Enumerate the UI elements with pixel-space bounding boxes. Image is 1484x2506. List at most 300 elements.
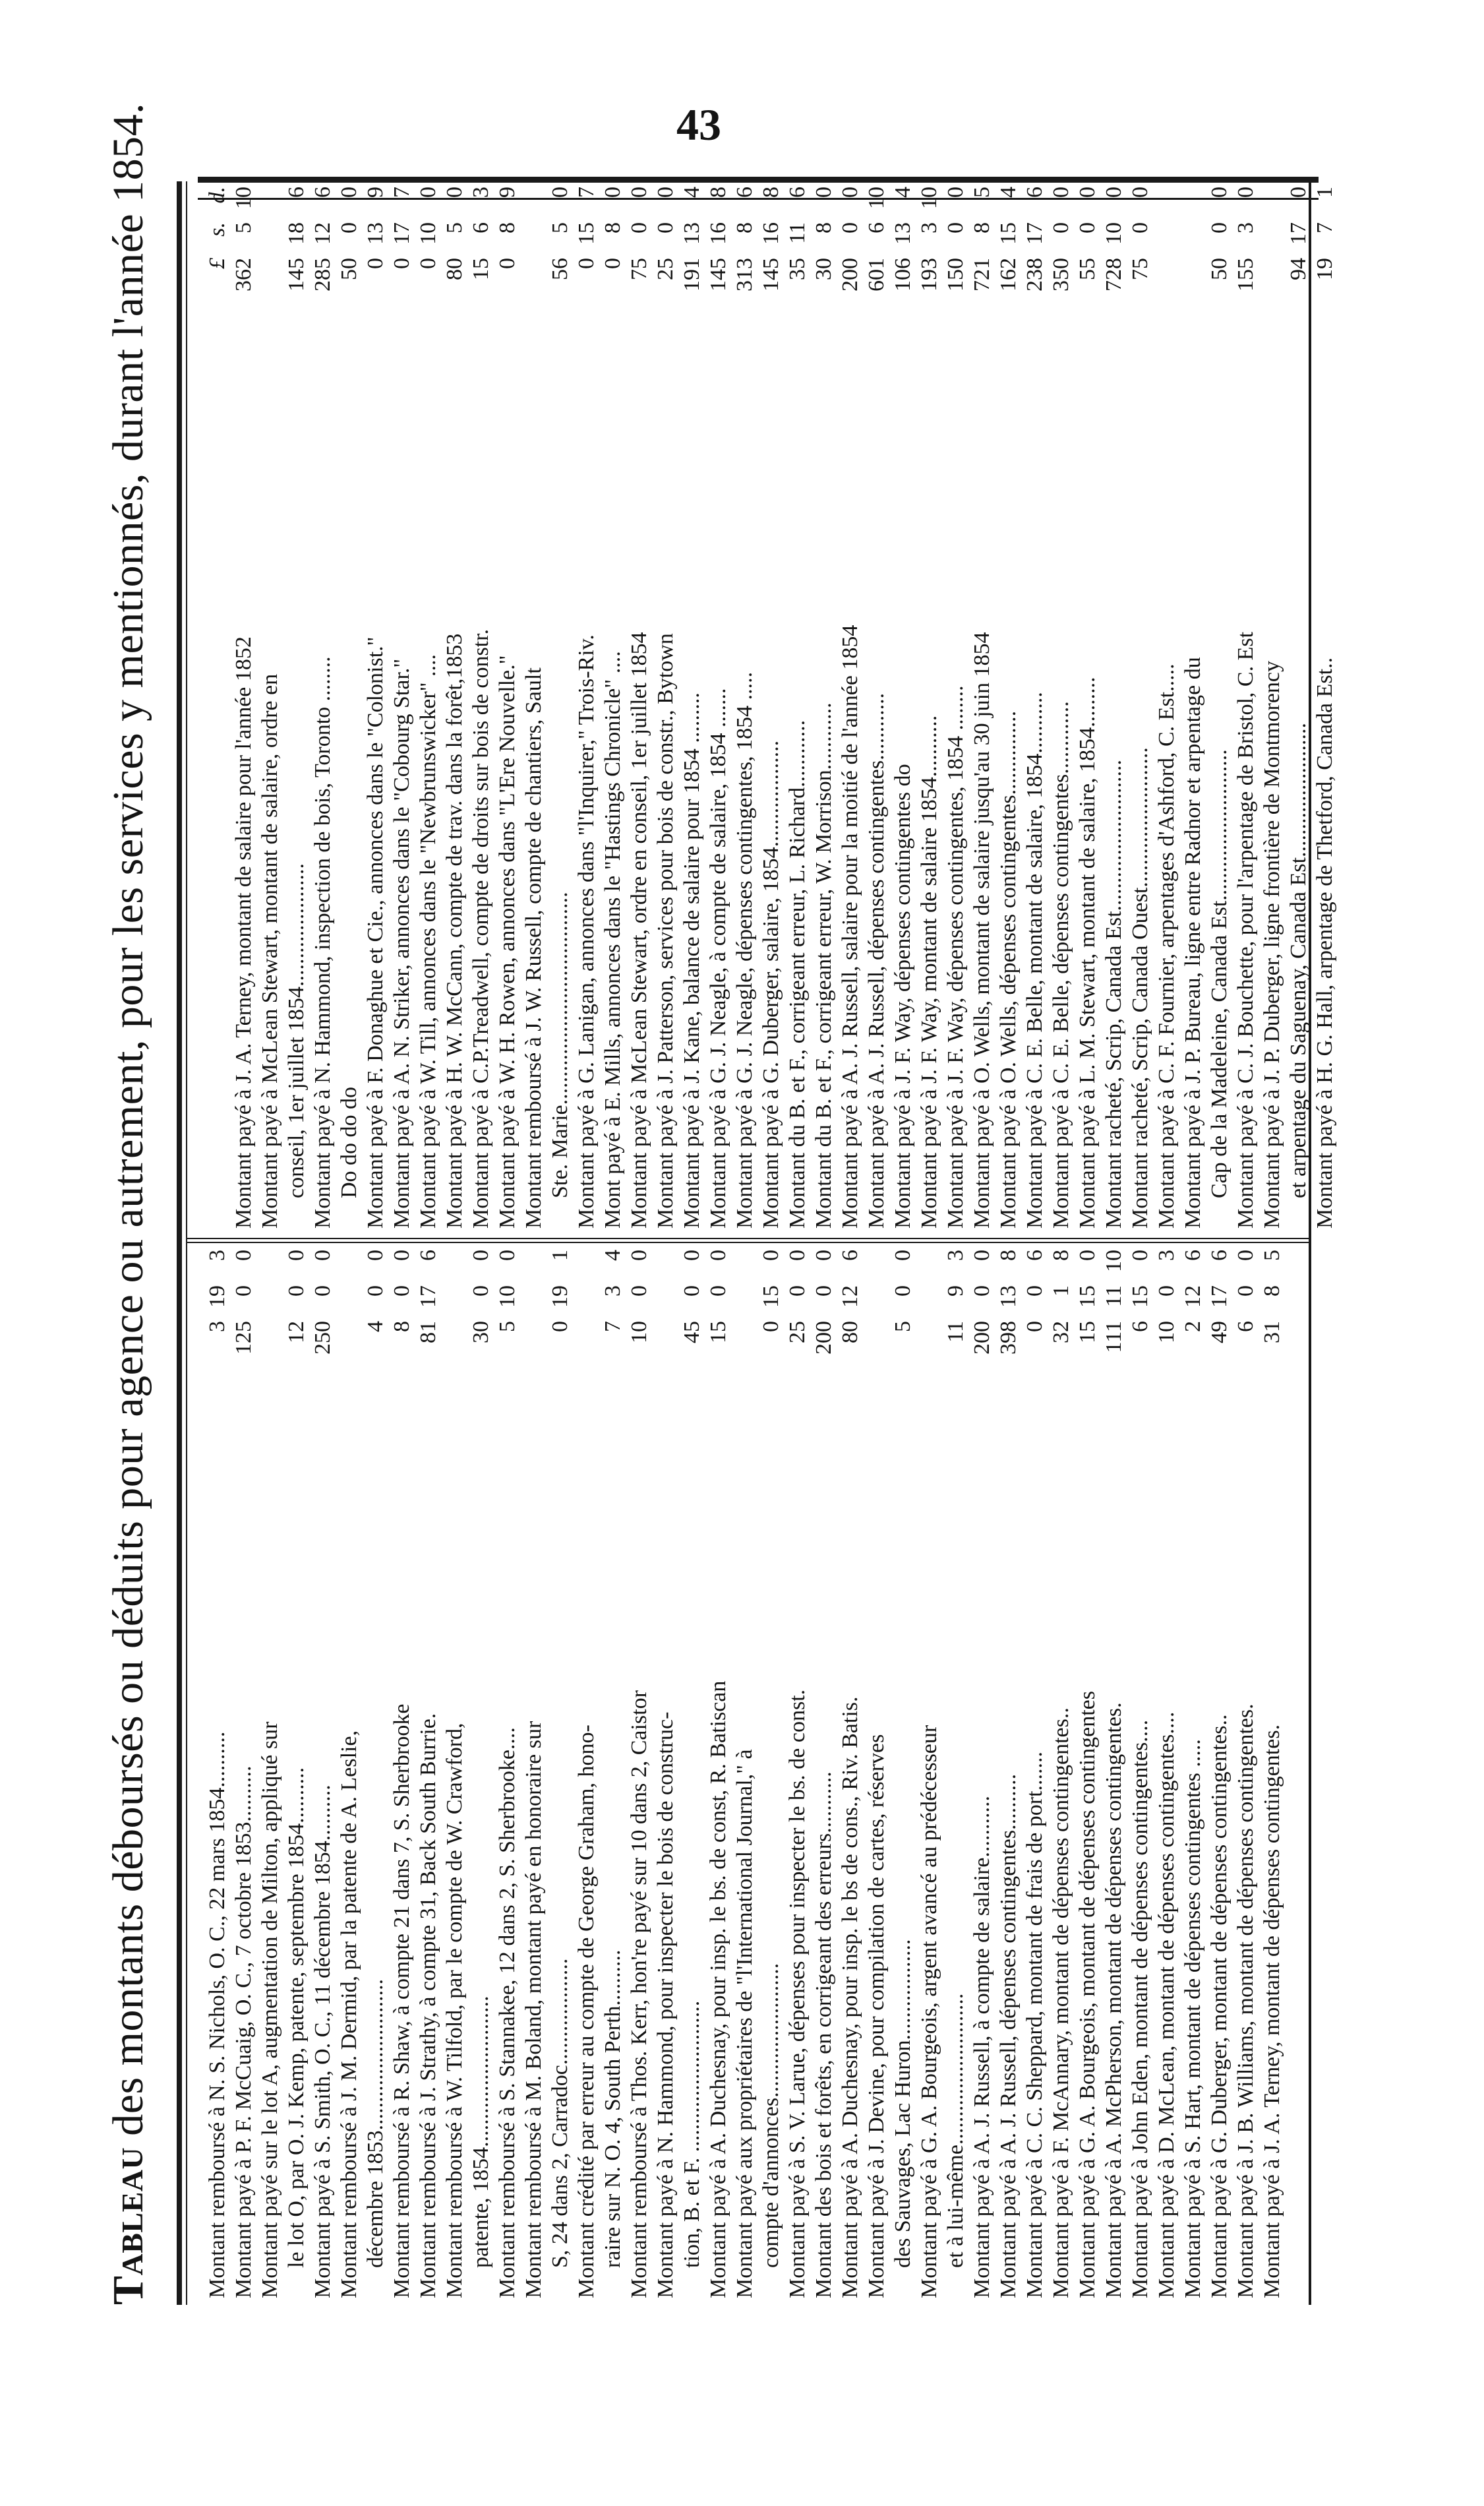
table-row bbox=[969, 1250, 995, 2298]
row-amount bbox=[916, 187, 943, 324]
pounds-value: 721 bbox=[970, 258, 994, 291]
row-amount bbox=[732, 187, 758, 324]
row-description: Montant payé à F. McAnnary, montant de dépenses contingentes.. bbox=[1049, 1707, 1073, 2298]
row-description: Montant payé à G. A. Bourgeois, argent avancé au prédécesseur bbox=[917, 1725, 941, 2298]
row-amount bbox=[204, 1250, 231, 1387]
table-row bbox=[600, 1250, 626, 2298]
pence-value: 0 bbox=[601, 187, 625, 198]
pence-value: 6 bbox=[1023, 187, 1047, 198]
pence-value: 0 bbox=[1102, 187, 1126, 198]
table-row bbox=[626, 1250, 653, 2298]
row-description: Montant remboursé à J. Strathy, à compte 31, Back South Burrie. bbox=[416, 1713, 440, 2298]
shillings-value: 0 bbox=[231, 1285, 256, 1297]
row-amount bbox=[1048, 1250, 1075, 1387]
shillings-value: 10 bbox=[495, 1285, 519, 1308]
table-row bbox=[1154, 187, 1180, 1229]
pounds-value: 45 bbox=[680, 1321, 704, 1343]
shillings-value: 0 bbox=[891, 1285, 915, 1297]
pounds-value: 601 bbox=[864, 258, 889, 291]
table-row bbox=[758, 187, 785, 1229]
pounds-value: 31 bbox=[1260, 1321, 1284, 1343]
row-description: Montant payé à C. J. Bouchette, pour l'arpentage de Bristol, C. Est bbox=[1233, 631, 1258, 1229]
pounds-value: 155 bbox=[1233, 258, 1258, 291]
row-description: S, 24 dans 2, Carradoc................... bbox=[548, 1958, 572, 2268]
row-amount bbox=[1206, 187, 1233, 324]
pounds-value: 106 bbox=[891, 258, 915, 291]
row-description: Montant remboursé à Thos. Kerr, hon're payé sur 10 dans 2, Caistor bbox=[627, 1690, 651, 2298]
row-description: raire sur N. O. 4, South Perth.......... bbox=[601, 1949, 625, 2268]
row-amount bbox=[1127, 187, 1154, 324]
row-description: Montant payé à J. Patterson, services pour bois de constr., Bytown bbox=[653, 633, 678, 1229]
pounds-value: 94 bbox=[1286, 258, 1311, 280]
pounds-value: 0 bbox=[1023, 1321, 1047, 1332]
row-description: Montant payé à L. M. Stewart, montant de salaire, 1854......... bbox=[1075, 677, 1100, 1229]
shillings-value: 12 bbox=[311, 222, 335, 245]
row-description: conseil, 1er juillet 1854...................... bbox=[284, 863, 309, 1198]
shillings-value: 5 bbox=[231, 222, 256, 233]
pence-value: 0 bbox=[1128, 187, 1152, 198]
pence-value: 5 bbox=[970, 187, 994, 198]
row-amount bbox=[758, 1250, 785, 1387]
row-description: Montant payé à A. J. Russell, salaire pour la moitié de l'année 1854 bbox=[838, 625, 862, 1229]
pence-value: 8 bbox=[759, 187, 783, 198]
pounds-value: 15 bbox=[706, 1321, 730, 1343]
row-amount bbox=[705, 1250, 732, 1387]
table-row bbox=[257, 187, 283, 1229]
row-description: Montant payé à A. Duchesnay, pour insp. le bs de cons., Riv. Batis. bbox=[838, 1696, 862, 2298]
table-row bbox=[890, 187, 916, 1229]
pence-value: 9 bbox=[495, 187, 519, 198]
pence-header: d. bbox=[205, 187, 229, 204]
pence-value: 0 bbox=[812, 187, 836, 198]
pounds-value: 55 bbox=[1075, 258, 1100, 280]
row-description: Montant payé à G. Duberger, salaire, 1854................... bbox=[759, 740, 783, 1229]
pounds-value: 4 bbox=[363, 1321, 388, 1332]
shillings-value: 0 bbox=[390, 1285, 414, 1297]
pounds-header: £ bbox=[205, 258, 229, 269]
title-rest: des montants déboursés ou déduits pour agence ou autrement, pour les services y mentionnés, durant l'année 1854. bbox=[104, 102, 152, 2147]
row-description: Montant payé à J. B. Williams, montant de dépenses contingentes. bbox=[1233, 1703, 1258, 2298]
table-row bbox=[336, 187, 363, 1229]
row-description: Montant payé à A. J. Russell, dépenses contingentes.......... bbox=[996, 1773, 1021, 2298]
table-row bbox=[574, 1250, 600, 2298]
row-description: Montant payé à C. E. Belle, dépenses contingentes............. bbox=[1049, 701, 1073, 1229]
shillings-value: 17 bbox=[1207, 1285, 1232, 1308]
row-description: décembre 1853........................... bbox=[363, 1978, 388, 2268]
shillings-value: 0 bbox=[337, 222, 361, 233]
table-row bbox=[521, 187, 547, 1229]
row-description: Montant payé à H. W. McCann, compte de trav. dans la forêt,1853 bbox=[442, 633, 467, 1229]
pence-value: 0 bbox=[812, 1250, 836, 1261]
row-amount bbox=[811, 187, 837, 324]
row-description: Montant payé à H. G. Hall, arpentage de Thetford, Canada Est.. bbox=[1313, 657, 1337, 1229]
table-row bbox=[1206, 1250, 1233, 2298]
row-description: Montant payé à J. A. Terney, montant de dépenses contingentes. bbox=[1260, 1724, 1284, 2298]
shillings-value: 0 bbox=[363, 1285, 388, 1297]
table-row bbox=[1127, 1250, 1154, 2298]
pounds-value: 56 bbox=[548, 258, 572, 280]
table-row bbox=[310, 1250, 336, 2298]
table-row bbox=[864, 187, 890, 1229]
pence-value: 0 bbox=[442, 187, 467, 198]
rotated-table bbox=[92, 102, 1337, 2305]
row-description: Montant remboursé à S. Stannakee, 12 dans 2, S. Sherbrooke.... bbox=[495, 1727, 519, 2298]
shillings-value: 3 bbox=[917, 222, 941, 233]
row-description: Montant remboursé à N. S. Nichols, O. C., 22 mars 1854.......... bbox=[205, 1731, 229, 2298]
shillings-value: 6 bbox=[469, 222, 493, 233]
table-row bbox=[1180, 187, 1206, 1229]
table-row bbox=[1022, 187, 1048, 1229]
row-description: tion, B. et F. ........................... bbox=[680, 2000, 704, 2268]
row-amount bbox=[283, 1250, 310, 1387]
pence-value: 6 bbox=[1207, 1250, 1232, 1261]
pounds-value: 285 bbox=[311, 258, 335, 291]
table-row bbox=[653, 1250, 679, 2298]
row-amount bbox=[969, 187, 995, 324]
row-amount bbox=[943, 187, 969, 324]
row-amount bbox=[547, 1250, 574, 1387]
pounds-value: 0 bbox=[601, 258, 625, 269]
shillings-value: 12 bbox=[1181, 1285, 1205, 1308]
row-description: Montant payé à C. C. Sheppard, montant de frais de port....... bbox=[1023, 1751, 1047, 2298]
table-row bbox=[995, 187, 1022, 1229]
pence-value: 7 bbox=[390, 187, 414, 198]
row-amount bbox=[1233, 1250, 1259, 1387]
shillings-value: 13 bbox=[891, 222, 915, 245]
row-description: des Sauvages, Lac Huron.................. bbox=[891, 1939, 915, 2268]
shillings-value: 0 bbox=[1233, 1285, 1258, 1297]
row-description: Montant payé à G. J. Neagle, à compte de salaire, 1854 ....... bbox=[706, 688, 730, 1229]
shillings-value: 5 bbox=[548, 222, 572, 233]
table-row bbox=[574, 187, 600, 1229]
row-amount bbox=[890, 187, 916, 324]
pence-value: 6 bbox=[284, 187, 309, 198]
pence-value: 0 bbox=[1286, 187, 1311, 198]
pence-value: 4 bbox=[891, 187, 915, 198]
pence-value: 0 bbox=[284, 1250, 309, 1261]
pounds-value: 145 bbox=[284, 258, 309, 291]
row-description: Montant payé à O. Wells, dépenses contingentes............... bbox=[996, 710, 1021, 1229]
pence-value: 0 bbox=[970, 1250, 994, 1261]
table-row bbox=[468, 1250, 494, 2298]
pence-value: 0 bbox=[680, 1250, 704, 1261]
pence-value: 0 bbox=[311, 1250, 335, 1261]
row-description: Montant payé sur le lot A, augmentation de Milton, appliqué sur bbox=[258, 1721, 282, 2298]
pence-value: 7 bbox=[574, 187, 599, 198]
row-description: et à lui-même........................... bbox=[943, 1993, 968, 2268]
row-amount bbox=[336, 187, 363, 324]
pence-value: 3 bbox=[1154, 1250, 1179, 1261]
pounds-value: 0 bbox=[363, 258, 388, 269]
table-row bbox=[310, 187, 336, 1229]
row-amount bbox=[1180, 1250, 1206, 1387]
row-description: Montant payé à F. Donaghue et Cie., annonces dans le "Colonist." bbox=[363, 636, 388, 1229]
table-row bbox=[1154, 1250, 1180, 2298]
pence-value: 4 bbox=[680, 187, 704, 198]
table-top-rule-thin bbox=[186, 181, 187, 2305]
table-row bbox=[283, 1250, 310, 2298]
pence-value: 0 bbox=[943, 187, 968, 198]
pounds-value: 50 bbox=[1207, 258, 1232, 280]
pence-value: 6 bbox=[1181, 1250, 1205, 1261]
table-row bbox=[1127, 187, 1154, 1229]
row-description: Montant payé à J. P. Bureau, ligne entre Radnor et arpentage du bbox=[1181, 657, 1205, 1229]
row-description: Montant payé à N. Hammond, inspection de bois, Toronto ........ bbox=[311, 656, 335, 1229]
pence-value: 10 bbox=[917, 187, 941, 209]
pounds-value: 5 bbox=[495, 1321, 519, 1332]
left-column bbox=[204, 1250, 1299, 2298]
row-amount bbox=[494, 187, 521, 324]
shillings-value: 11 bbox=[1102, 1285, 1126, 1307]
row-amount bbox=[231, 1250, 257, 1387]
pounds-value: 200 bbox=[812, 1321, 836, 1355]
pounds-value: 8 bbox=[390, 1321, 414, 1332]
row-amount bbox=[626, 1250, 653, 1387]
row-amount bbox=[995, 187, 1022, 324]
pounds-value: 81 bbox=[416, 1321, 440, 1343]
pence-value: 0 bbox=[1233, 1250, 1258, 1261]
table-row bbox=[916, 1250, 943, 2298]
pounds-value: 15 bbox=[1075, 1321, 1100, 1343]
shillings-value: 8 bbox=[970, 222, 994, 233]
row-description: Montant payé à J. F. Way, dépenses contingentes do bbox=[891, 764, 915, 1229]
table-row bbox=[468, 187, 494, 1229]
pence-value: 0 bbox=[416, 187, 440, 198]
pence-value: 0 bbox=[1128, 1250, 1152, 1261]
table-top-rule bbox=[177, 181, 182, 2305]
row-amount bbox=[494, 1250, 521, 1387]
shillings-value: 15 bbox=[1075, 1285, 1100, 1308]
pounds-value: 7 bbox=[601, 1321, 625, 1332]
shillings-value: 9 bbox=[943, 1285, 968, 1297]
shillings-value: 15 bbox=[759, 1285, 783, 1308]
pence-value: 0 bbox=[627, 187, 651, 198]
pounds-value: 5 bbox=[891, 1321, 915, 1332]
table-row bbox=[732, 1250, 758, 2298]
table-row bbox=[653, 187, 679, 1229]
table-row bbox=[363, 187, 389, 1229]
shillings-value: 13 bbox=[680, 222, 704, 245]
row-description: Montant racheté, Scrip, Canada Ouest......................... bbox=[1128, 747, 1152, 1229]
row-amount bbox=[837, 187, 864, 324]
table-row bbox=[916, 187, 943, 1229]
pounds-value: 25 bbox=[785, 1321, 810, 1343]
row-description: Montant payé aux propriétaires de "l'International Journal," à bbox=[732, 1749, 757, 2298]
pounds-value: 0 bbox=[495, 258, 519, 269]
shillings-value: 16 bbox=[759, 222, 783, 245]
table-row bbox=[837, 187, 864, 1229]
shillings-value: 0 bbox=[284, 1285, 309, 1297]
row-description: Montant payé à D. McLean, montant de dépenses contingentes.... bbox=[1154, 1711, 1179, 2298]
pence-value: 0 bbox=[495, 1250, 519, 1261]
pounds-value: 49 bbox=[1207, 1321, 1232, 1343]
table-row bbox=[679, 1250, 705, 2298]
row-description: Do do do do bbox=[337, 1086, 361, 1198]
row-description: Montant payé à O. Wells, montant de salaire jusqu'au 30 juin 1854 bbox=[970, 632, 994, 1229]
pounds-value: 75 bbox=[627, 258, 651, 280]
table-row bbox=[1312, 187, 1338, 1229]
pounds-value: 11 bbox=[943, 1321, 968, 1343]
row-description: Montant payé à J. P. Duberger, ligne frontière de Montmorency bbox=[1260, 660, 1284, 1229]
row-amount bbox=[1206, 1250, 1233, 1387]
pounds-value: 200 bbox=[970, 1321, 994, 1355]
pence-value: 6 bbox=[311, 187, 335, 198]
pounds-value: 162 bbox=[996, 258, 1021, 291]
shillings-value: 0 bbox=[943, 222, 968, 233]
row-amount bbox=[1127, 1250, 1154, 1387]
pence-value: 0 bbox=[891, 1250, 915, 1261]
pounds-value: 398 bbox=[996, 1321, 1021, 1355]
row-description: et arpentage du Saguenay, Canada Est........................ bbox=[1286, 722, 1311, 1198]
row-amount bbox=[785, 187, 811, 324]
shillings-value: 0 bbox=[1023, 1285, 1047, 1297]
pounds-value: 250 bbox=[311, 1321, 335, 1355]
pounds-value: 145 bbox=[706, 258, 730, 291]
shillings-value: 8 bbox=[601, 222, 625, 233]
page-number: 43 bbox=[676, 100, 721, 150]
row-amount bbox=[1048, 187, 1075, 324]
row-amount bbox=[468, 187, 494, 324]
row-description: Montant payé à S. Smith, O. C., 11 décembre 1854.......... bbox=[311, 1785, 335, 2298]
row-amount bbox=[943, 1250, 969, 1387]
row-description: Montant payé à A. Duchesnay, pour insp. le bs. de const, R. Batiscan bbox=[706, 1680, 730, 2298]
pounds-value: 19 bbox=[1313, 258, 1337, 280]
table-row bbox=[732, 187, 758, 1229]
row-description: Montant du B. et F., corrigeant erreur, L. Richard............ bbox=[785, 719, 810, 1229]
shillings-value: 0 bbox=[627, 222, 651, 233]
row-description: Montant payé à J. Kane, balance de salaire pour 1854 ......... bbox=[680, 692, 704, 1229]
row-description: Montant payé à S. Hart, montant de dépenses contingentes ..... bbox=[1181, 1739, 1205, 2298]
pounds-value: 15 bbox=[469, 258, 493, 280]
pounds-value: 238 bbox=[1023, 258, 1047, 291]
row-description: Montant payé à G. J. Neagle, dépenses contingentes, 1854 ..... bbox=[732, 671, 757, 1229]
table-row bbox=[363, 1250, 389, 2298]
pence-value: 0 bbox=[706, 1250, 730, 1261]
pounds-value: 10 bbox=[627, 1321, 651, 1343]
pounds-value: 0 bbox=[416, 258, 440, 269]
pence-value: 6 bbox=[732, 187, 757, 198]
row-amount bbox=[442, 187, 468, 324]
pounds-value: 75 bbox=[1128, 258, 1152, 280]
table-row bbox=[1022, 1250, 1048, 2298]
row-amount bbox=[1022, 1250, 1048, 1387]
row-amount bbox=[1154, 1250, 1180, 1387]
row-description: Montant payé à P. F. McCuaig, O. C., 7 octobre 1853.......... bbox=[231, 1765, 256, 2298]
row-description: Montant payé à A. N. Striker, annonces dans le "Cobourg Star." bbox=[390, 658, 414, 1229]
shillings-value: 0 bbox=[469, 1285, 493, 1297]
row-amount bbox=[283, 187, 310, 324]
table-row bbox=[1048, 187, 1075, 1229]
pence-value: 3 bbox=[205, 1250, 229, 1261]
table-row bbox=[600, 187, 626, 1229]
pence-value: 0 bbox=[1233, 187, 1258, 198]
row-amount bbox=[1101, 187, 1127, 324]
pence-value: 0 bbox=[838, 187, 862, 198]
pounds-value: 6 bbox=[1128, 1321, 1152, 1332]
pounds-value: 150 bbox=[943, 258, 968, 291]
row-description: Montant payé à C. E. Belle, montant de salaire, 1854........... bbox=[1023, 692, 1047, 1229]
pence-value: 6 bbox=[838, 1250, 862, 1261]
pounds-value: 3 bbox=[205, 1321, 229, 1332]
row-description: Montant remboursé à W. Tilfold, par le compte de W. Crawford, bbox=[442, 1723, 467, 2298]
row-amount bbox=[758, 187, 785, 324]
row-description: patente, 1854........................... bbox=[469, 1996, 493, 2268]
pounds-value: 362 bbox=[231, 258, 256, 291]
row-description: Montant crédité par erreur au compte de George Graham, hono- bbox=[574, 1725, 599, 2298]
shillings-value: 8 bbox=[1260, 1285, 1284, 1297]
table-row bbox=[705, 1250, 732, 2298]
pounds-value: 2 bbox=[1181, 1321, 1205, 1332]
row-description: Montant payé à McLean Stewart, montant de salaire, ordre en bbox=[258, 673, 282, 1229]
right-column bbox=[204, 187, 1337, 1229]
table-row bbox=[785, 1250, 811, 2298]
title-lead: Tableau bbox=[104, 2147, 152, 2305]
row-amount bbox=[1312, 187, 1338, 324]
row-description: Montant payé à McLean Stewart, ordre en conseil, 1er juillet 1854 bbox=[627, 632, 651, 1229]
table-row bbox=[231, 187, 257, 1229]
pounds-value: 80 bbox=[838, 1321, 862, 1343]
row-amount bbox=[389, 187, 415, 324]
row-amount bbox=[363, 187, 389, 324]
table-row bbox=[1075, 187, 1101, 1229]
pence-value: 0 bbox=[653, 187, 678, 198]
pounds-value: 0 bbox=[759, 1321, 783, 1332]
column-divider bbox=[187, 1238, 1309, 1243]
pence-value: 0 bbox=[390, 1250, 414, 1261]
pence-value: 0 bbox=[785, 1250, 810, 1261]
shillings-value: 10 bbox=[416, 222, 440, 245]
table-row bbox=[864, 1250, 890, 2298]
table-row bbox=[969, 187, 995, 1229]
shillings-value: 0 bbox=[1128, 222, 1152, 233]
shillings-value: 0 bbox=[785, 1285, 810, 1297]
table-row bbox=[494, 187, 521, 1229]
row-amount bbox=[890, 1250, 916, 1387]
shillings-value: 19 bbox=[205, 1285, 229, 1308]
table-row bbox=[626, 187, 653, 1229]
row-amount bbox=[969, 1250, 995, 1387]
currency-header-row bbox=[204, 187, 231, 1229]
table-row bbox=[1259, 187, 1286, 1229]
pence-value: 0 bbox=[759, 1250, 783, 1261]
row-description: Montant payé à W. Till, annonces dans le "Newbrunswicker" .... bbox=[416, 654, 440, 1229]
row-amount bbox=[600, 187, 626, 324]
row-description: Montant payé à A. McPherson, montant de dépenses contingentes. bbox=[1102, 1702, 1126, 2298]
shillings-value: 17 bbox=[1023, 222, 1047, 245]
row-amount bbox=[995, 1250, 1022, 1387]
pounds-value: 10 bbox=[1154, 1321, 1179, 1343]
shillings-value: 16 bbox=[706, 222, 730, 245]
row-description: compte d'annonces........................ bbox=[759, 1963, 783, 2268]
pence-value: 8 bbox=[1049, 1250, 1073, 1261]
table-row bbox=[389, 187, 415, 1229]
pence-value: 4 bbox=[601, 1250, 625, 1261]
shillings-value: 12 bbox=[838, 1285, 862, 1308]
table-row bbox=[679, 187, 705, 1229]
table-row bbox=[705, 187, 732, 1229]
pence-value: 3 bbox=[469, 187, 493, 198]
pence-value: 10 bbox=[231, 187, 256, 209]
row-description: Montant payé à G. Duberger, montant de dépenses contingentes.. bbox=[1207, 1714, 1232, 2298]
shillings-value: 10 bbox=[1102, 222, 1126, 245]
pence-value: 8 bbox=[996, 1250, 1021, 1261]
pence-value: 0 bbox=[1207, 187, 1232, 198]
shillings-value: 11 bbox=[785, 222, 810, 244]
table-row bbox=[837, 1250, 864, 2298]
pence-value: 6 bbox=[1023, 1250, 1047, 1261]
pence-value: 0 bbox=[363, 1250, 388, 1261]
row-description: Montant payé à C.P.Treadwell, compte de droits sur bois de constr. bbox=[469, 628, 493, 1229]
